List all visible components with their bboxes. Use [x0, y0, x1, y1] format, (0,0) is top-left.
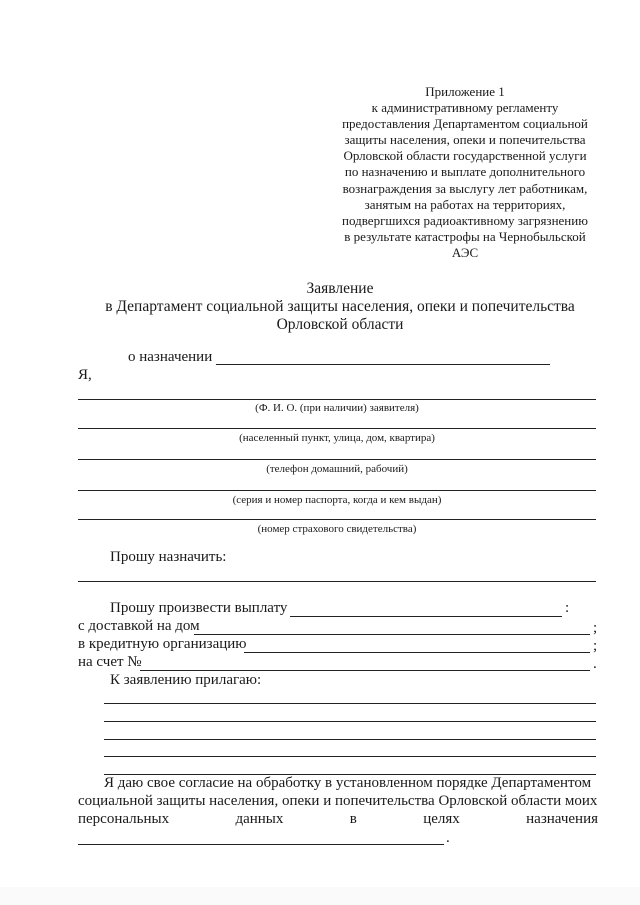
- attach-field-4[interactable]: [104, 756, 596, 757]
- appendix-line: занятым на работах на территориях,: [364, 196, 566, 212]
- account-label: на счет №: [78, 654, 142, 670]
- naznachenii-field[interactable]: [216, 364, 550, 365]
- account-field[interactable]: [140, 670, 590, 671]
- consent-word: персональных: [78, 811, 170, 827]
- insurance-field[interactable]: [78, 519, 596, 520]
- delivery-label: с доставкой на дом: [78, 618, 200, 634]
- consent-purpose-field[interactable]: [78, 844, 444, 845]
- document-title: Заявление: [306, 280, 374, 297]
- fio-field[interactable]: [78, 399, 596, 400]
- account-end: .: [593, 656, 597, 672]
- credit-label: в кредитную организацию: [78, 636, 247, 652]
- document-subtitle-region: Орловской области: [276, 316, 404, 333]
- address-field[interactable]: [78, 428, 596, 429]
- document-subtitle: в Департамент социальной защиты населения, опеки и попечительства: [105, 298, 575, 315]
- payment-label: Прошу произвести выплату: [110, 600, 288, 616]
- payment-field[interactable]: [290, 616, 562, 617]
- attach-label: К заявлению прилагаю:: [110, 672, 262, 688]
- delivery-end: ;: [593, 620, 598, 636]
- appendix-line: предоставления Департаментом социальной: [342, 116, 588, 132]
- credit-field[interactable]: [244, 652, 590, 653]
- insurance-caption: (номер страхового свидетельства): [257, 523, 417, 535]
- appendix-header: [330, 84, 600, 261]
- request-field[interactable]: [78, 581, 596, 582]
- consent-line-1: Я даю свое согласие на обработку в установленном порядке Департаментом: [104, 775, 592, 791]
- request-label: Прошу назначить:: [110, 549, 227, 565]
- consent-word: данных: [235, 811, 284, 827]
- attach-field-1[interactable]: [104, 703, 596, 704]
- appendix-line: в результате катастрофы на Чернобыльской: [344, 228, 586, 244]
- phone-caption: (телефон домашний, рабочий): [266, 463, 408, 475]
- address-caption: (населенный пункт, улица, дом, квартира): [239, 432, 435, 444]
- consent-word: назначения: [526, 811, 598, 827]
- payment-end: :: [565, 600, 570, 616]
- appendix-line: подвергшихся радиоактивному загрязнению: [342, 212, 588, 228]
- fio-caption: (Ф. И. О. (при наличии) заявителя): [255, 402, 419, 414]
- delivery-field[interactable]: [194, 634, 590, 635]
- passport-caption: (серия и номер паспорта, когда и кем выдан): [232, 494, 442, 506]
- consent-word: целях: [423, 811, 460, 827]
- consent-line-3: [78, 811, 598, 828]
- consent-end: .: [446, 830, 450, 846]
- appendix-line: по назначению и выплате дополнительного: [344, 164, 586, 180]
- credit-end: ;: [593, 638, 598, 654]
- consent-line-2: социальной защиты населения, опеки и попечительства Орловской области моих: [78, 793, 598, 809]
- scan-edge: [0, 887, 640, 905]
- phone-field[interactable]: [78, 459, 596, 460]
- appendix-line: Орловской области государственной услуги: [343, 148, 587, 164]
- passport-field[interactable]: [78, 490, 596, 491]
- appendix-line: защиты населения, опеки и попечительства: [344, 132, 586, 148]
- appendix-line: к административному регламенту: [371, 100, 559, 116]
- naznachenii-label: о назначении: [128, 349, 213, 365]
- consent-word: в: [349, 811, 357, 827]
- appendix-line: АЭС: [451, 244, 479, 260]
- ya-label: Я,: [78, 367, 92, 383]
- appendix-line: вознаграждения за выслугу лет работникам,: [342, 180, 588, 196]
- attach-field-3[interactable]: [104, 739, 596, 740]
- attach-field-2[interactable]: [104, 721, 596, 722]
- appendix-line: Приложение 1: [425, 84, 505, 99]
